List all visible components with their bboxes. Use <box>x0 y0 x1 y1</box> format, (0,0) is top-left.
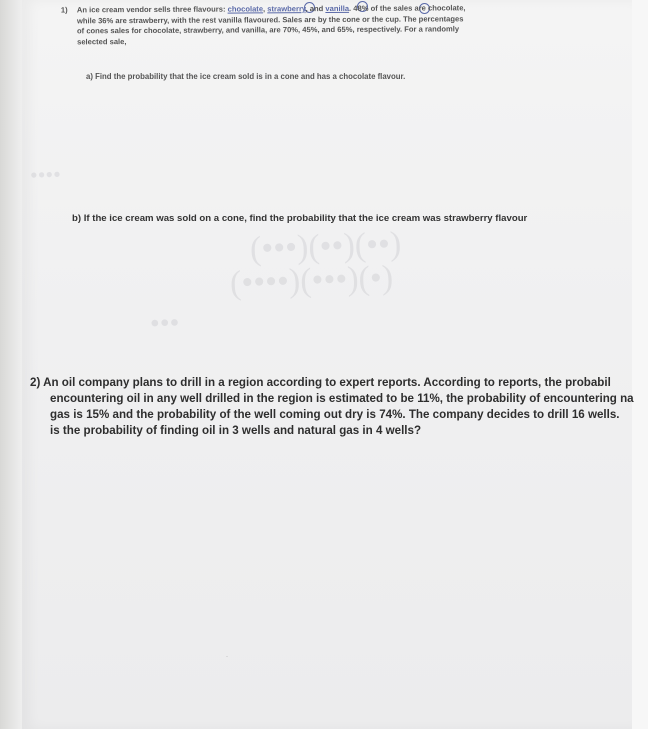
q1-sep-1: , <box>263 4 268 14</box>
q2-line-3: gas is 15% and the probability of the well coming out dry is 74%. The company decides to drill 16 wells. <box>50 408 620 421</box>
worksheet-page <box>22 0 634 729</box>
q2-line-4: is the probability of finding oil in 3 wells and natural gas in 4 wells? <box>50 424 422 437</box>
show-through-marks-4: •••• <box>29 161 62 188</box>
q1-intro-line-4: selected sale, <box>77 36 127 46</box>
page-edge <box>632 0 648 729</box>
q1-flavour-strawberry: strawberry <box>267 4 306 14</box>
q1-flavour-chocolate: chocolate <box>227 4 264 14</box>
q2-line-1: 2) An oil company plans to drill in a region according to expert reports. According to reports, the probabil <box>30 376 611 389</box>
q1-intro-start: An ice cream vendor sells three flavours: <box>76 4 228 15</box>
question-2-text <box>30 375 634 439</box>
question-1-part-b: b) If the ice cream was sold on a cone, find the probability that the ice cream was strawberry flavour <box>72 213 528 224</box>
q1-flavour-vanilla: vanilla <box>325 3 350 14</box>
q1-intro-line-2: while 36% are strawberry, with the rest vanilla flavoured. Sales are by the cone or the cup. The percentages <box>76 13 464 25</box>
q2-line-2: encountering oil in any well drilled in the region is estimated to be 11%, the probability of encountering na <box>50 392 634 405</box>
question-1-text <box>60 3 597 48</box>
show-through-marks: (•••)(••)(••) <box>249 225 402 268</box>
question-1-number: 1) <box>60 5 68 15</box>
show-through-marks-3: ••• <box>149 307 180 340</box>
q1-intro-line1-end: . 48% of the sales are chocolate, <box>349 3 466 13</box>
show-through-marks-2: (••••)(•••)(•) <box>229 259 394 302</box>
q1-sep-2: , and <box>305 4 326 14</box>
q1-intro-line-3: of cones sales for chocolate, strawberry, and vanilla, are 70%, 45%, and 65%, respectively. For a randomly <box>77 24 460 36</box>
stray-dot: · <box>226 654 228 660</box>
question-1-part-a: a) Find the probability that the ice cream sold is in a cone and has a chocolate flavour. <box>86 72 406 81</box>
